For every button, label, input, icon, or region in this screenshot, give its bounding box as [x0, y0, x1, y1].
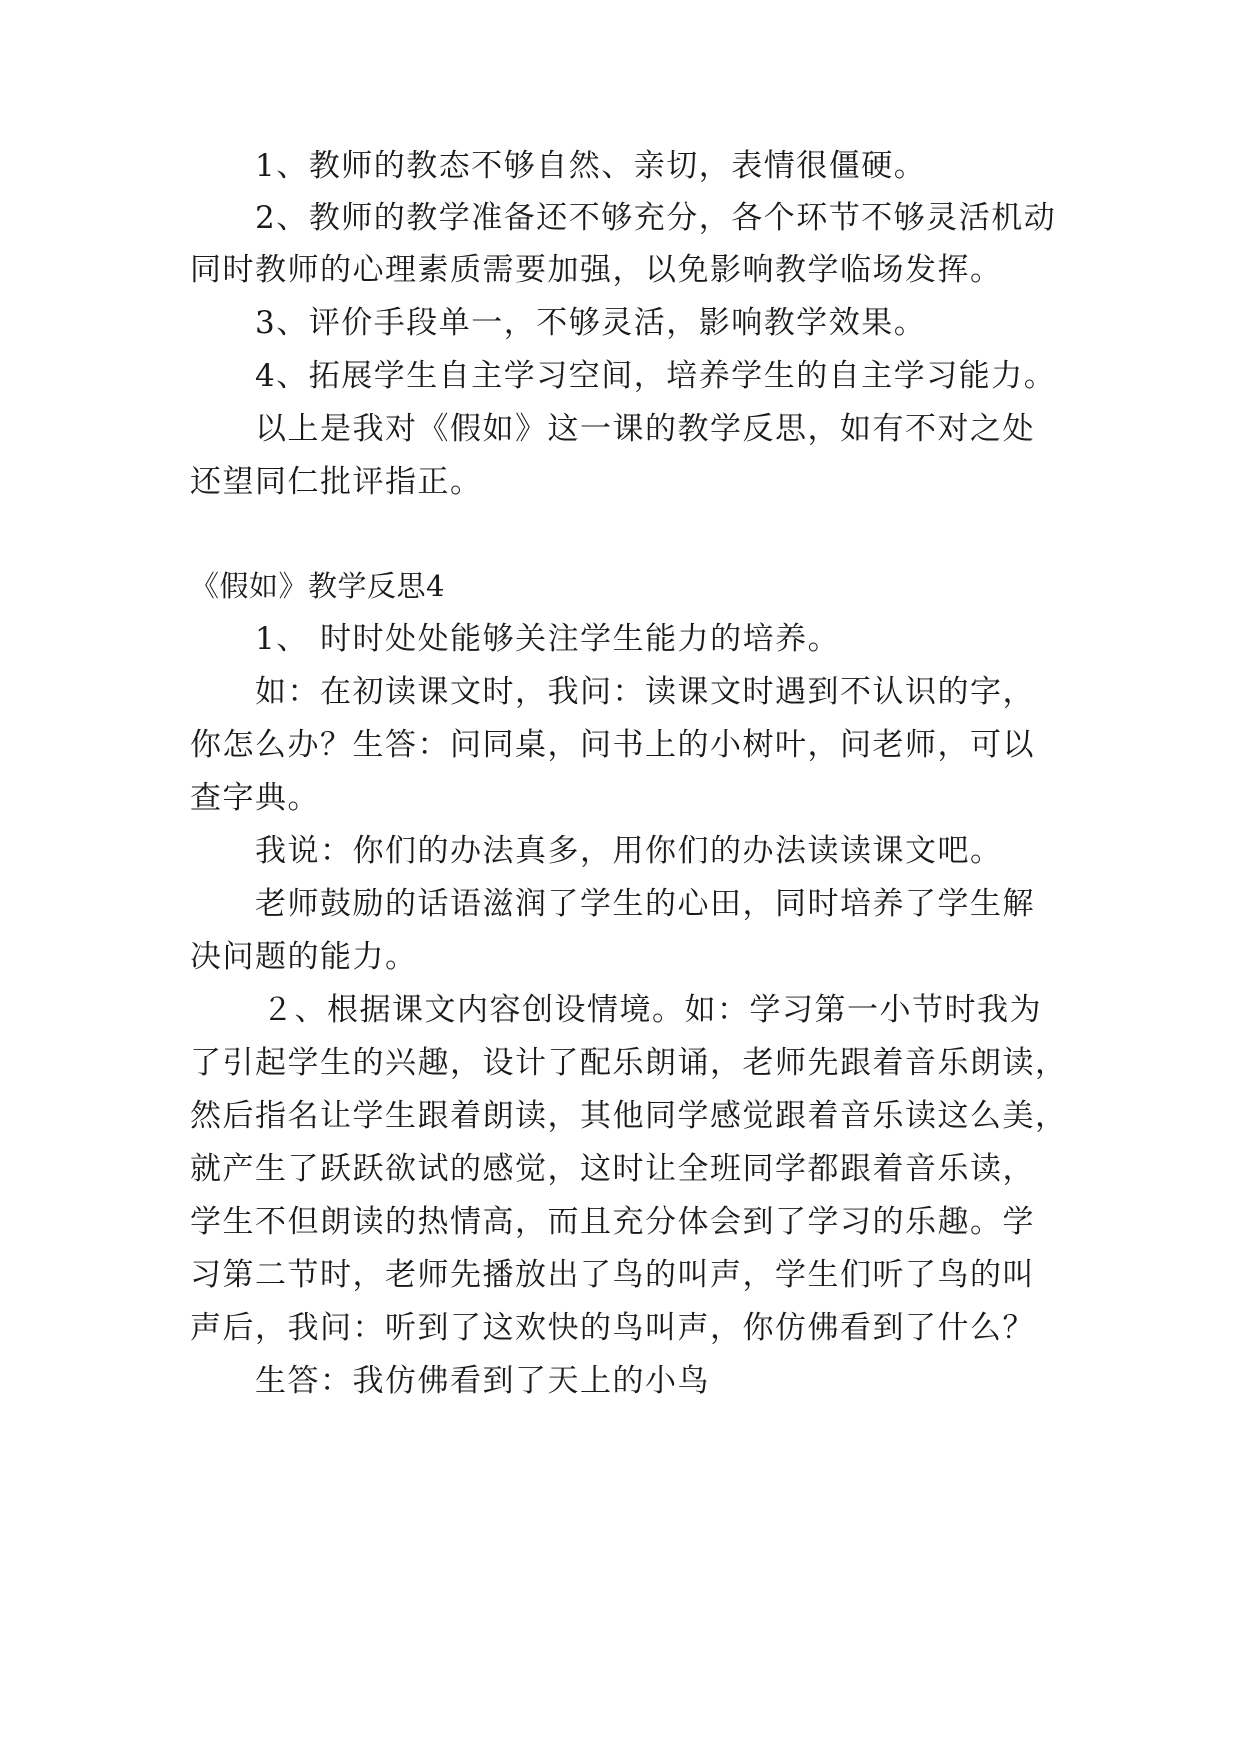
paragraph-line: 你怎么办？生答：问同桌，问书上的小树叶，问老师，可以 [190, 727, 1035, 763]
paragraph-line: 就产生了跃跃欲试的感觉，这时让全班同学都跟着音乐读， [190, 1151, 1035, 1187]
paragraph-line: 生答：我仿佛看到了天上的小鸟 [255, 1363, 710, 1399]
paragraph-line: 习第二节时，老师先播放出了鸟的叫声，学生们听了鸟的叫 [190, 1257, 1035, 1293]
paragraph-line: 1、 时时处处能够关注学生能力的培养。 [255, 621, 841, 657]
paragraph-line: 同时教师的心理素质需要加强，以免影响教学临场发挥。 [190, 252, 1003, 288]
paragraph-line: 4、拓展学生自主学习空间，培养学生的自主学习能力。 [255, 358, 1057, 394]
paragraph-line: 以上是我对《假如》这一课的教学反思，如有不对之处 [255, 411, 1035, 447]
paragraph-line: 了引起学生的兴趣，设计了配乐朗诵，老师先跟着音乐朗读， [190, 1045, 1068, 1081]
paragraph-line: 我说：你们的办法真多，用你们的办法读读课文吧。 [255, 833, 1003, 869]
paragraph-line: 查字典。 [190, 780, 320, 816]
paragraph-line: 学生不但朗读的热情高，而且充分体会到了学习的乐趣。学 [190, 1204, 1035, 1240]
paragraph-line: 老师鼓励的话语滋润了学生的心田，同时培养了学生解 [255, 886, 1035, 922]
paragraph-line: 决问题的能力。 [190, 939, 418, 975]
paragraph-line: 然后指名让学生跟着朗读，其他同学感觉跟着音乐读这么美， [190, 1098, 1068, 1134]
paragraph-line: 3、评价手段单一，不够灵活，影响教学效果。 [255, 305, 927, 341]
paragraph-line: 还望同仁批评指正。 [190, 464, 483, 500]
paragraph-line: 如：在初读课文时，我问：读课文时遇到不认识的字， [255, 674, 1035, 710]
paragraph-line: 声后，我问：听到了这欢快的鸟叫声，你仿佛看到了什么？ [190, 1310, 1035, 1346]
paragraph-line: ２、根据课文内容创设情境。如：学习第一小节时我为 [262, 992, 1042, 1028]
paragraph-line: 2、教师的教学准备还不够充分，各个环节不够灵活机动 [255, 200, 1057, 236]
section-heading: 《假如》教学反思4 [190, 569, 445, 603]
paragraph-line: 1、教师的教态不够自然、亲切，表情很僵硬。 [255, 148, 927, 184]
